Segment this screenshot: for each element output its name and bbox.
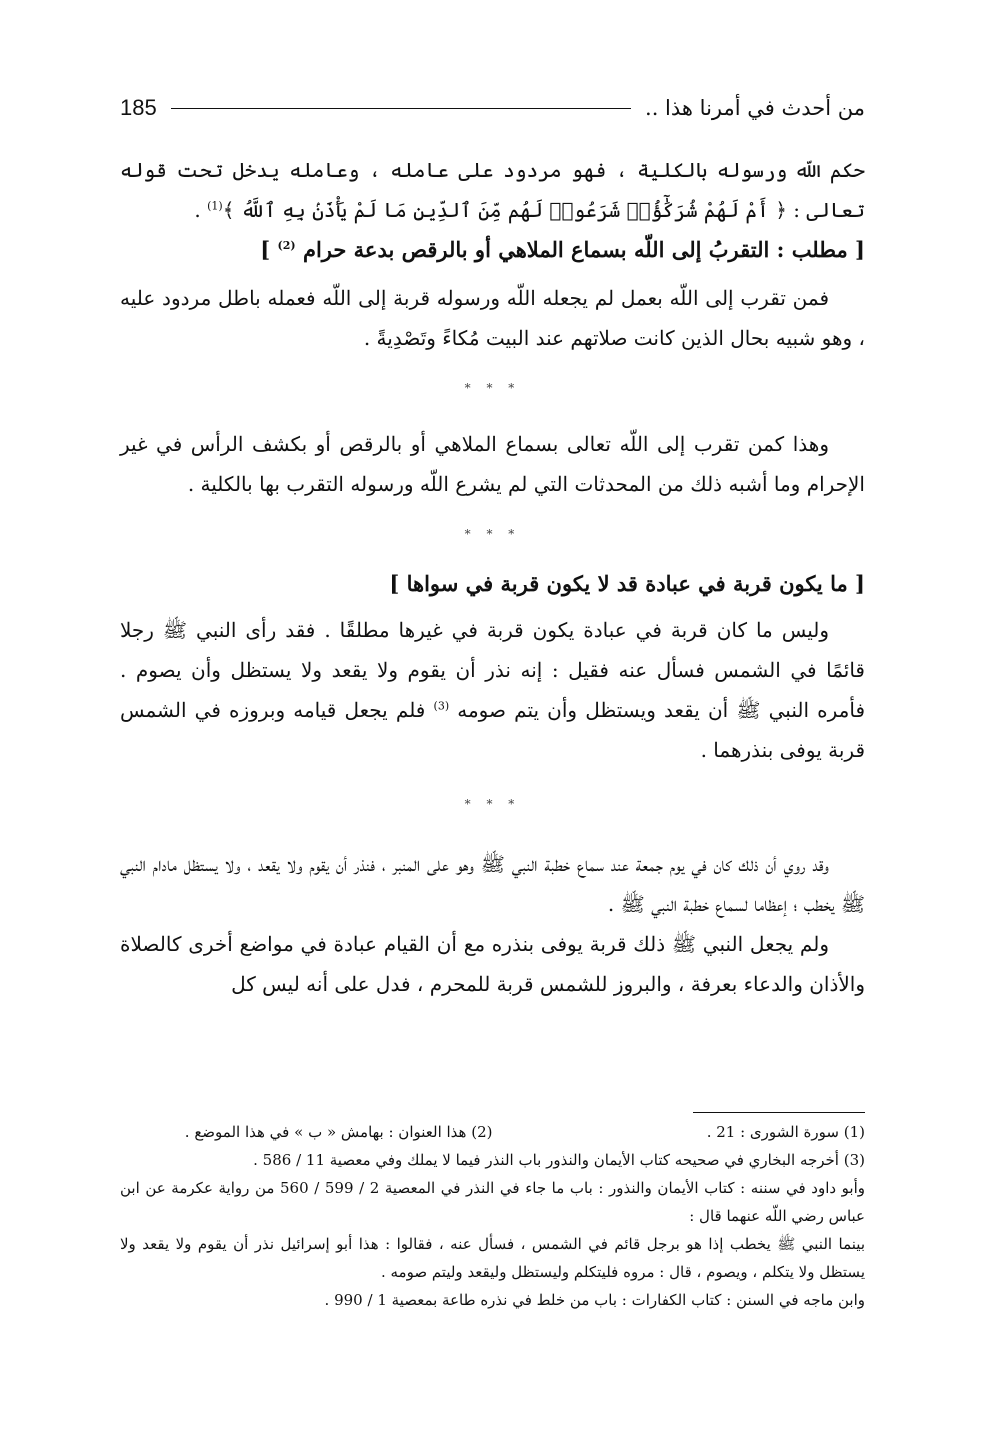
section-heading: [ ما يكون قربة في عبادة قد لا يكون قربة في سواها ]: [389, 571, 865, 596]
main-text: [120, 150, 865, 1004]
section-divider: * * *: [464, 381, 521, 395]
footnote-ref: (1): [207, 199, 223, 213]
footnote-1: (1) سورة الشورى : 21 .: [706, 1123, 865, 1141]
footnote-ref: (3): [433, 699, 450, 713]
running-title: من أحدث في أمرنا هذا ..: [645, 96, 865, 120]
paragraph: فمن تقرب إلى اللّه بعمل لم يجعله اللّه ورسوله قربة إلى اللّه فعمله باطل مردود عليه ، وهو شبيه بحال الذين كانت صلاتهم عند البيت مُكاءً وتَصْدِيةً .: [120, 286, 865, 350]
footnote-3-cont: بينما النبي ﷺ يخطب إذا هو برجل قائم في الشمس ، فسأل عنه ، فقالوا : هذا أبو إسرائيل نذر أن يقوم ولا يقعد ولا يستظل ولا يتكلم ، ويصوم ، قال : مروه فليتكلم وليستظل وليقعد وليتم صومه .: [120, 1235, 865, 1281]
paragraph: وليس ما كان قربة في عبادة يكون قربة في غيرها مطلقًا . فقد رأى النبي ﷺ رجلا قائمًا في الشمس فسأل عنه فقيل : إنه نذر أن يقوم ولا يقعد ولا يستظل وأن يصوم . فأمره النبي ﷺ أن يقعد ويستظل وأن يتم صومه $^{(3)}$ فلم يجعل قيامه وبروزه في الشمس قربة يوفى بنذرهما .: [120, 618, 866, 762]
footnote-row: [120, 1118, 865, 1146]
paragraph: ولم يجعل النبي ﷺ ذلك قربة يوفى بنذره مع أن القيام عبادة في مواضع أخرى كالصلاة والأذان والدعاء بعرفة ، والبروز للشمس قربة للمحرم ، فدل على أنه ليس كل: [120, 932, 865, 996]
footnotes: [120, 1118, 865, 1314]
page-header: [120, 88, 865, 128]
paragraph: وقد روي أن ذلك كان في يوم جمعة عند سماع خطبة النبي ﷺ وهو على المنبر ، فنذر أن يقوم ولا يقعد ، ولا يستظل مادام النبي ﷺ يخطب ؛ إعظاما لسماع خطبة النبي ﷺ .: [120, 852, 865, 916]
footnote-ref: (2): [277, 239, 296, 252]
paragraph: حكم اللّه ورسوله بالكلية ، فهو مردود على عامله ، وعامله يدخل تحت قوله تعالى : ﴿ أَمْ لَهُمْ شُرَكَٰٓؤُا۟ شَرَعُوا۟ لَهُم مِّنَ ٱلدِّينِ مَا لَمْ يَأْذَنۢ بِهِ ٱللَّهُ ﴾$^{(1)}$ .: [120, 158, 865, 222]
section-divider: * * *: [464, 797, 521, 811]
paragraph: وهذا كمن تقرب إلى اللّه تعالى بسماع الملاهي أو بالرقص أو بكشف الرأس في غير الإحرام وما أشبه ذلك من المحدثات التي لم يشرع اللّه ورسوله التقرب بها بالكلية .: [120, 432, 865, 496]
footnote-2: (2) هذا العنوان : بهامش « ب » في هذا الموضع .: [184, 1123, 493, 1141]
footnote-3-cont: وأبو داود في سننه : كتاب الأيمان والنذور : باب ما جاء في النذر في المعصية 2 / 599 / 560 من رواية عكرمة عن ابن عباس رضي اللّه عنهما قال :: [120, 1179, 865, 1225]
footnote-3: (3) أخرجه البخاري في صحيحه كتاب الأيمان والنذور باب النذر فيما لا يملك وفي معصية 11 / 586 .: [253, 1151, 865, 1169]
quran-verse: ﴿ أَمْ لَهُمْ شُرَكَٰٓؤُا۟ شَرَعُوا۟ لَهُم مِّنَ ٱلدِّينِ مَا لَمْ يَأْذَنۢ بِهِ ٱللَّهُ ﴾: [222, 198, 787, 222]
header-rule: [171, 108, 631, 109]
page-number: 185: [120, 95, 157, 120]
section-heading: [ مطلب : التقربُ إلى اللّه بسماع الملاهي أو بالرقص بدعة حرام $^{(2)}$ ]: [260, 237, 865, 262]
footnote-separator: [693, 1112, 865, 1113]
section-divider: * * *: [464, 527, 521, 541]
footnote-3-cont: وابن ماجه في السنن : كتاب الكفارات : باب من خلط في نذره طاعة بمعصية 1 / 990 .: [324, 1291, 865, 1309]
